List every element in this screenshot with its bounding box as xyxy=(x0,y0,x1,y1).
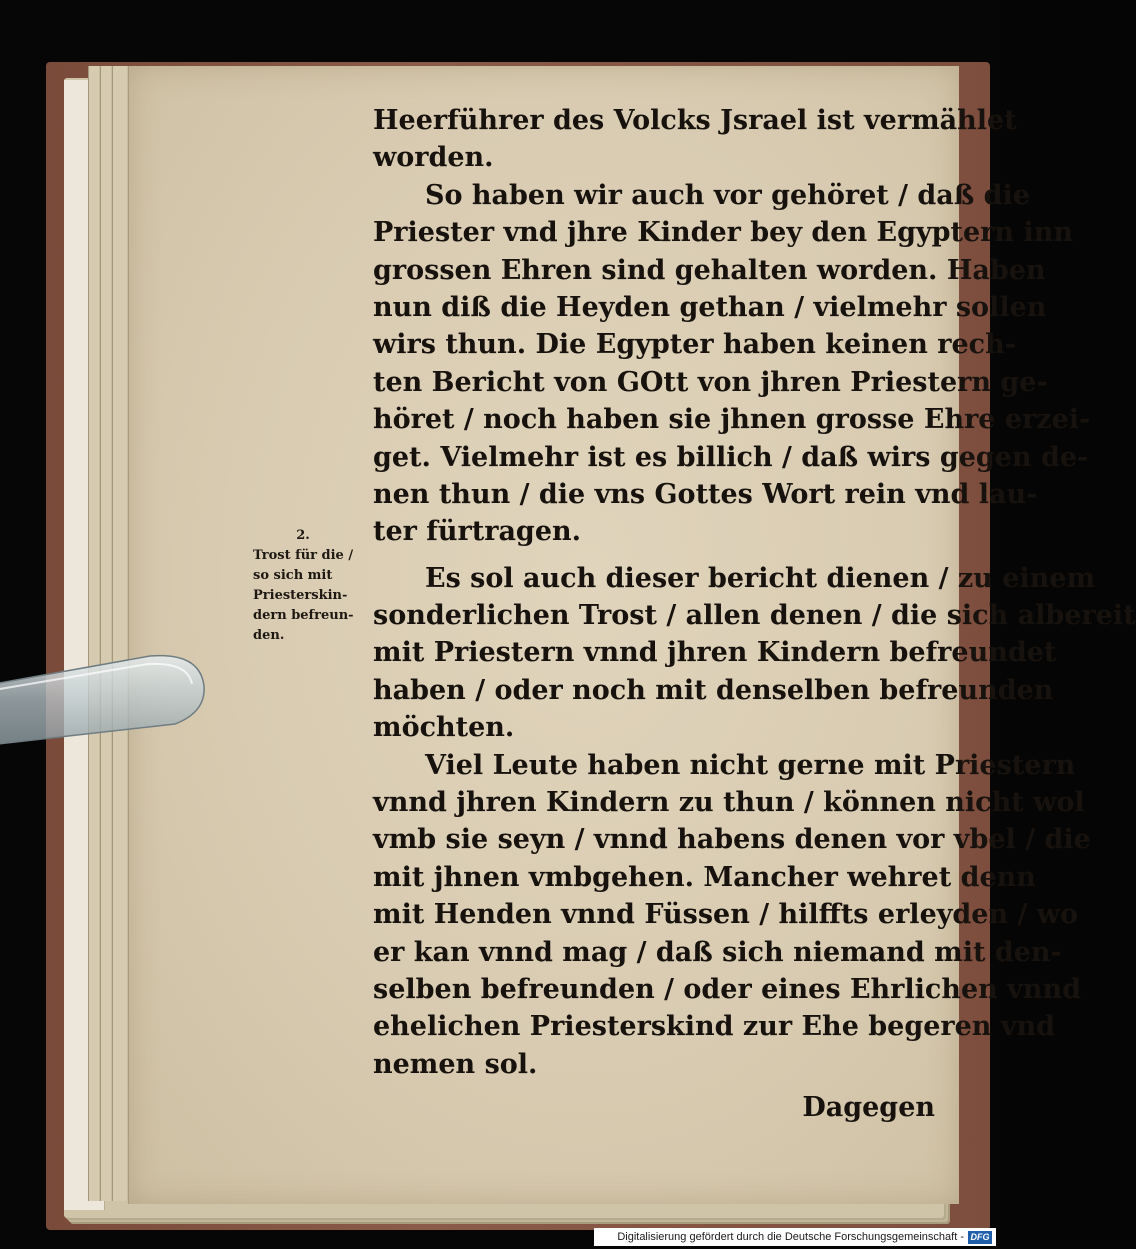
text-line: vmb sie seyn / vnnd habens denen vor vbel / die xyxy=(373,824,1091,856)
text-line: höret / noch haben sie jhnen grosse Ehre erzei- xyxy=(373,404,1091,436)
margin-note xyxy=(253,526,373,646)
text-line: Priester vnd jhre Kinder bey den Egyptern inn xyxy=(373,217,1073,249)
dfg-logo-icon: DFG xyxy=(968,1231,992,1244)
text-line: nun diß die Heyden gethan / vielmehr sollen xyxy=(373,291,1047,323)
footer-credit-bar xyxy=(594,1228,996,1246)
text-line: mit Priestern vnnd jhren Kindern befreundet xyxy=(373,637,1057,669)
text-line: Viel Leute haben nicht gerne mit Priestern xyxy=(425,749,1076,781)
text-line: mit Henden vnnd Füssen / hilffts erleyden / wo xyxy=(373,899,1079,931)
margin-note-line: Priesterskin- xyxy=(253,588,348,603)
text-line: haben / oder noch mit denselben befreunden xyxy=(373,674,1054,706)
page-edge xyxy=(88,66,100,1201)
text-line: ter fürtragen. xyxy=(373,516,582,548)
text-line: grossen Ehren sind gehalten worden. Haben xyxy=(373,254,1046,286)
margin-note-number: 2. xyxy=(296,528,310,543)
text-line: wirs thun. Die Egypter haben keinen rech- xyxy=(373,329,1016,361)
margin-note-line: dern befreun- xyxy=(253,608,354,623)
margin-note-line: den. xyxy=(253,628,285,643)
page-edge xyxy=(112,66,128,1201)
text-line: ehelichen Priesterskind zur Ehe begeren vnd xyxy=(373,1011,1056,1043)
text-line: Heerführer des Volcks Jsrael ist vermählet xyxy=(373,105,1017,136)
page-edge xyxy=(100,66,112,1201)
text-line: So haben wir auch vor gehöret / daß die xyxy=(425,179,1030,211)
catchword: Dagegen xyxy=(802,1092,935,1124)
footer-credit: Digitalisierung gefördert durch die Deutsche Forschungsgemeinschaft - xyxy=(617,1231,964,1243)
text-line: worden. xyxy=(373,142,494,174)
text-line: get. Vielmehr ist es billich / daß wirs gegen de- xyxy=(373,441,1089,473)
text-line: selben befreunden / oder eines Ehrlichen vnnd xyxy=(373,973,1081,1005)
text-line: nen thun / die vns Gottes Wort rein vnd lau- xyxy=(373,478,1038,510)
text-line: ten Bericht von GOtt von jhren Priestern ge- xyxy=(373,366,1048,398)
text-line: sonderlichen Trost / allen denen / die sich albereit xyxy=(373,600,1136,632)
text-line: mit jhnen vmbgehen. Mancher wehret denn xyxy=(373,861,1036,893)
glass-page-weight xyxy=(0,650,210,746)
text-line: er kan vnnd mag / daß sich niemand mit den- xyxy=(373,936,1062,968)
text-line: möchten. xyxy=(373,712,515,744)
text-line: vnnd jhren Kindern zu thun / können nicht wol xyxy=(373,787,1085,819)
body-text xyxy=(373,102,1136,1127)
margin-note-line: so sich mit xyxy=(253,568,333,583)
text-line: Es sol auch dieser bericht dienen / zu einem xyxy=(425,562,1096,594)
margin-note-line: Trost für die / xyxy=(253,548,354,563)
text-line: nemen sol. xyxy=(373,1048,538,1080)
